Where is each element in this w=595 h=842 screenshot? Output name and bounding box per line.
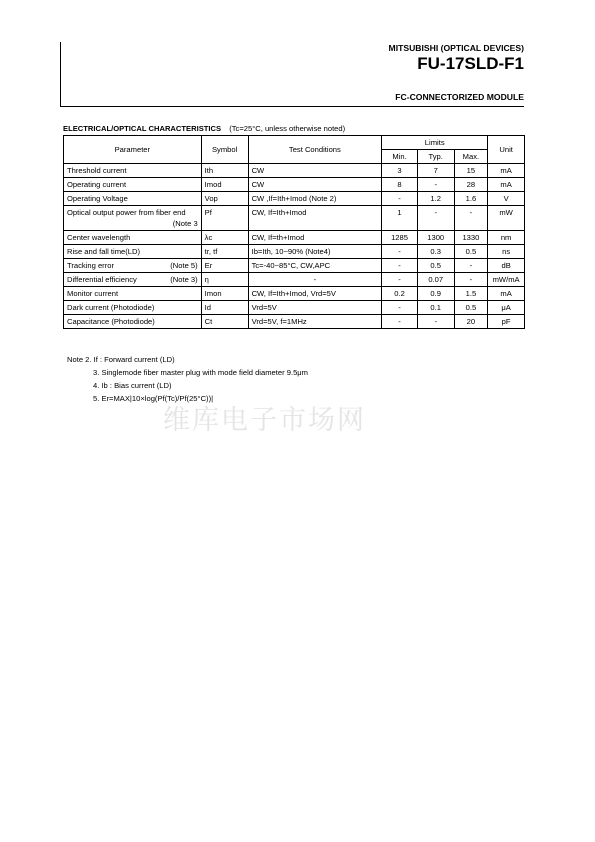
- cell-symbol: Vop: [201, 192, 248, 206]
- cell-min: -: [382, 192, 418, 206]
- header-typ: Typ.: [417, 150, 454, 164]
- cell-typ: 0.9: [417, 287, 454, 301]
- note-3: 3. Singlemode fiber master plug with mode field diameter 9.5μm: [93, 368, 308, 377]
- cell-conditions: CW: [248, 178, 382, 192]
- cell-unit: μA: [488, 301, 525, 315]
- cell-conditions: CW: [248, 164, 382, 178]
- note-4: 4. Ib : Bias current (LD): [93, 381, 172, 390]
- watermark: 维库电子市场网: [163, 405, 366, 436]
- cell-unit: mW/mA: [488, 273, 525, 287]
- section-title: ELECTRICAL/OPTICAL CHARACTERISTICS: [63, 124, 222, 133]
- cell-symbol: λc: [201, 231, 248, 245]
- table-row: [64, 273, 525, 287]
- cell-conditions: Vrd=5V, f=1MHz: [248, 315, 382, 329]
- cell-parameter: [64, 273, 202, 287]
- cell-parameter: [64, 206, 202, 231]
- table-header-row: [64, 136, 525, 150]
- cell-symbol: Pf: [201, 206, 248, 231]
- cell-min: 1: [382, 206, 418, 231]
- parameter-note: (Note 3: [172, 219, 198, 228]
- cell-unit: mA: [488, 164, 525, 178]
- cell-typ: 1300: [417, 231, 454, 245]
- cell-typ: 7: [417, 164, 454, 178]
- cell-max: -: [454, 259, 488, 273]
- cell-parameter: Threshold current: [64, 164, 202, 178]
- cell-symbol: Id: [201, 301, 248, 315]
- parameter-text: Differential efficiency: [67, 275, 137, 284]
- cell-max: -: [454, 273, 488, 287]
- cell-unit: V: [488, 192, 525, 206]
- cell-parameter: [64, 259, 202, 273]
- table-row: [64, 192, 525, 206]
- cell-symbol: η: [201, 273, 248, 287]
- manufacturer-label: MITSUBISHI (OPTICAL DEVICES): [388, 43, 524, 53]
- header-unit: Unit: [488, 136, 525, 164]
- cell-max: 1330: [454, 231, 488, 245]
- module-description: FC-CONNECTORIZED MODULE: [395, 92, 524, 102]
- table-row: [64, 245, 525, 259]
- table-row: [64, 315, 525, 329]
- cell-symbol: Imod: [201, 178, 248, 192]
- cell-typ: -: [417, 178, 454, 192]
- note-2: Note 2. If : Forward current (LD): [67, 355, 175, 364]
- cell-unit: mA: [488, 287, 525, 301]
- cell-min: -: [382, 273, 418, 287]
- cell-symbol: Ith: [201, 164, 248, 178]
- cell-conditions: Vrd=5V: [248, 301, 382, 315]
- cell-parameter: Operating current: [64, 178, 202, 192]
- cell-typ: -: [417, 206, 454, 231]
- table-row: [64, 206, 525, 231]
- section-condition: (Tc=25°C, unless otherwise noted): [229, 124, 346, 133]
- cell-min: -: [382, 301, 418, 315]
- header-min: Min.: [382, 150, 418, 164]
- cell-min: 0.2: [382, 287, 418, 301]
- cell-unit: ns: [488, 245, 525, 259]
- cell-typ: -: [417, 315, 454, 329]
- cell-max: 15: [454, 164, 488, 178]
- cell-symbol: Ct: [201, 315, 248, 329]
- table-row: [64, 178, 525, 192]
- parameter-note: (Note 3): [170, 275, 198, 284]
- header-conditions: Test Conditions: [248, 136, 382, 164]
- cell-min: 3: [382, 164, 418, 178]
- cell-max: 0.5: [454, 301, 488, 315]
- cell-min: 8: [382, 178, 418, 192]
- table-row: [64, 259, 525, 273]
- table-row: [64, 231, 525, 245]
- cell-conditions: CW, If=th+Imod: [248, 231, 382, 245]
- cell-unit: dB: [488, 259, 525, 273]
- cell-max: -: [454, 206, 488, 231]
- cell-parameter: Center wavelength: [64, 231, 202, 245]
- cell-conditions: CW, If=Ith+Imod: [248, 206, 382, 231]
- cell-unit: nm: [488, 231, 525, 245]
- cell-conditions: CW ,If=Ith+Imod (Note 2): [248, 192, 382, 206]
- cell-symbol: tr, tf: [201, 245, 248, 259]
- parameter-text: Optical output power from fiber end: [67, 208, 186, 217]
- cell-typ: 0.1: [417, 301, 454, 315]
- cell-conditions: Tc=-40~85°C, CW,APC: [248, 259, 382, 273]
- cell-max: 0.5: [454, 245, 488, 259]
- model-number: FU-17SLD-F1: [417, 54, 524, 73]
- cell-conditions: -: [248, 273, 382, 287]
- cell-conditions: CW, If=Ith+Imod, Vrd=5V: [248, 287, 382, 301]
- cell-min: -: [382, 245, 418, 259]
- cell-max: 20: [454, 315, 488, 329]
- cell-parameter: Dark current (Photodiode): [64, 301, 202, 315]
- header-max: Max.: [454, 150, 488, 164]
- cell-parameter: Operating Voltage: [64, 192, 202, 206]
- cell-max: 1.5: [454, 287, 488, 301]
- header-symbol: Symbol: [201, 136, 248, 164]
- cell-parameter: Capacitance (Photodiode): [64, 315, 202, 329]
- cell-min: 1285: [382, 231, 418, 245]
- cell-symbol: Imon: [201, 287, 248, 301]
- cell-typ: 0.07: [417, 273, 454, 287]
- table-row: [64, 301, 525, 315]
- characteristics-table: [63, 135, 525, 329]
- cell-symbol: Er: [201, 259, 248, 273]
- cell-unit: mA: [488, 178, 525, 192]
- header-parameter: Parameter: [64, 136, 202, 164]
- note-5: 5. Er=MAX|10×log(Pf(Tc)/Pf(25°C))|: [93, 394, 214, 403]
- cell-min: -: [382, 259, 418, 273]
- cell-conditions: Ib=Ith, 10~90% (Note4): [248, 245, 382, 259]
- parameter-note: (Note 5): [170, 261, 198, 270]
- cell-typ: 0.5: [417, 259, 454, 273]
- cell-unit: pF: [488, 315, 525, 329]
- cell-max: 28: [454, 178, 488, 192]
- cell-typ: 0.3: [417, 245, 454, 259]
- cell-unit: mW: [488, 206, 525, 231]
- table-row: [64, 287, 525, 301]
- table-row: [64, 164, 525, 178]
- cell-parameter: Monitor current: [64, 287, 202, 301]
- section-heading: [63, 124, 345, 133]
- cell-max: 1.6: [454, 192, 488, 206]
- document-header: [60, 42, 524, 107]
- cell-parameter: Rise and fall time(LD): [64, 245, 202, 259]
- header-limits: Limits: [382, 136, 488, 150]
- cell-min: -: [382, 315, 418, 329]
- cell-typ: 1.2: [417, 192, 454, 206]
- parameter-text: Tracking error: [67, 261, 114, 270]
